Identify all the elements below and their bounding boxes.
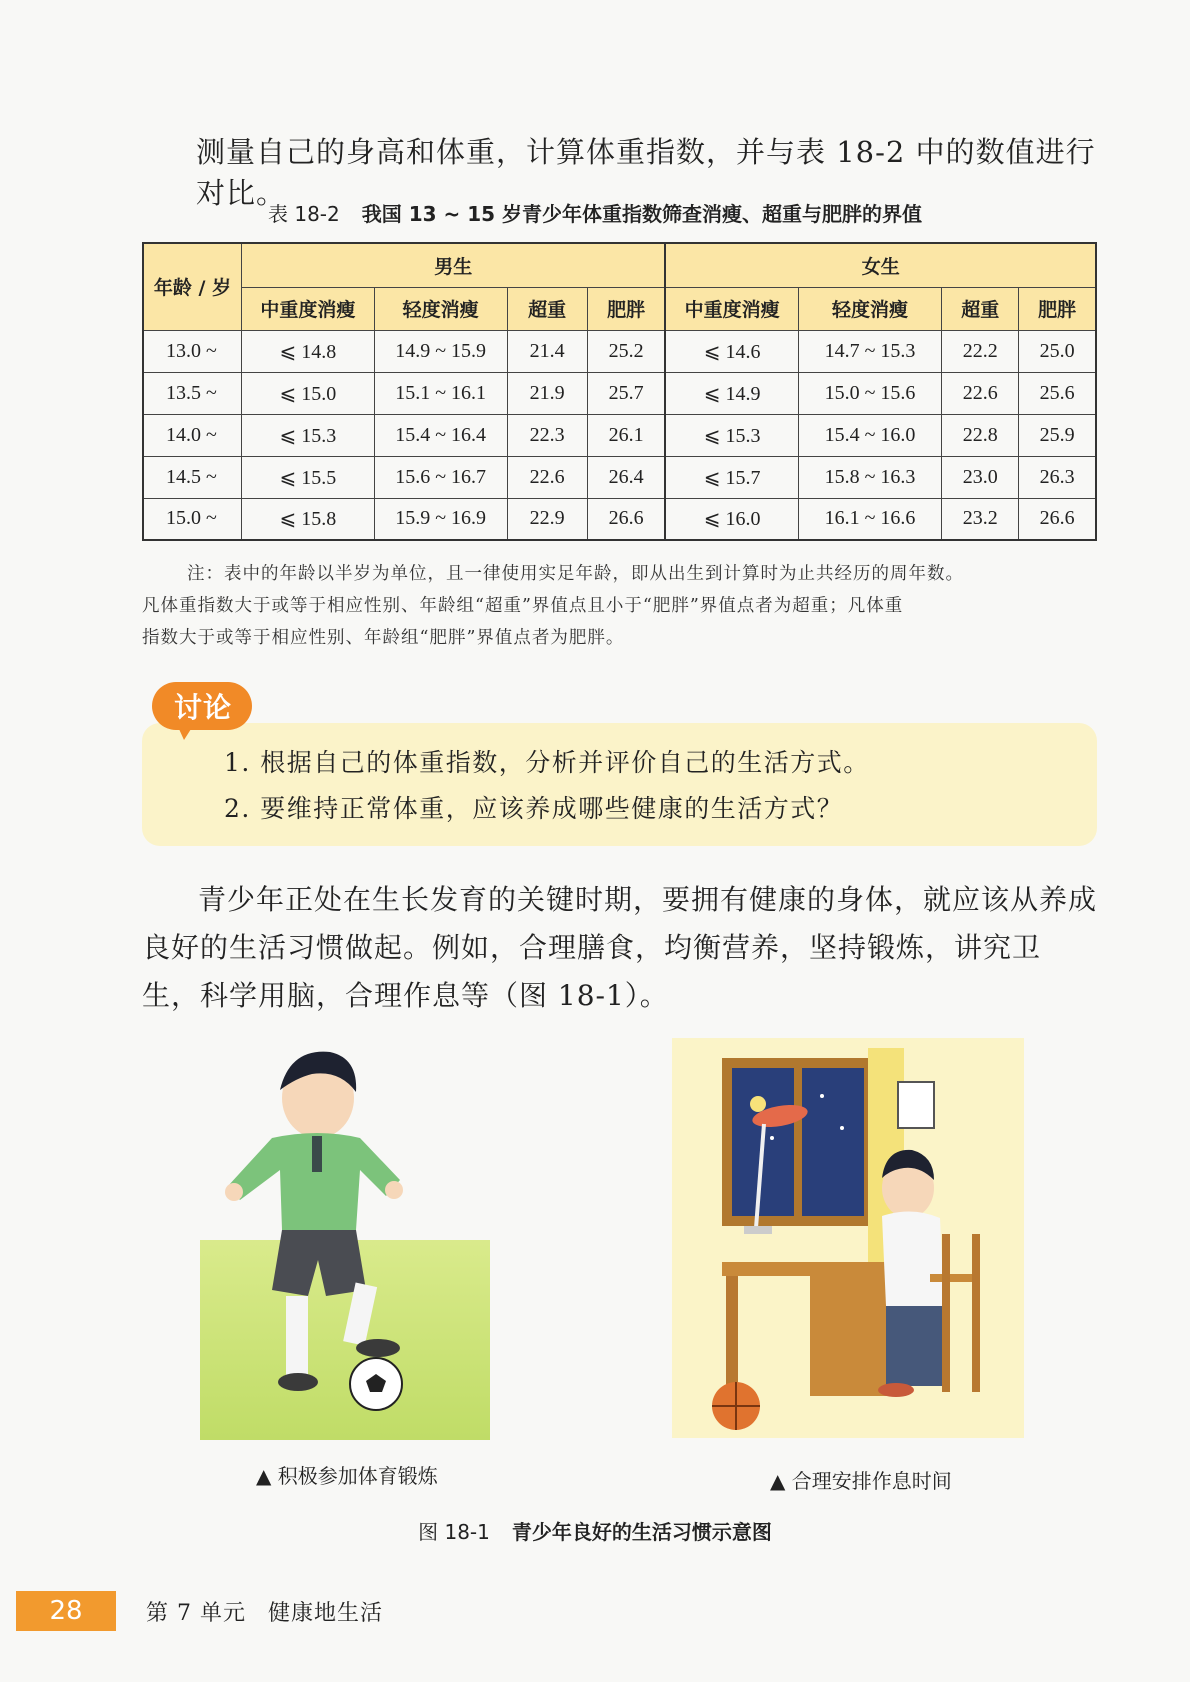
- table-cell: 21.9: [507, 372, 587, 414]
- table-cell: 15.8 ~ 16.3: [798, 456, 941, 498]
- footer-unit: [146, 1596, 383, 1627]
- table-cell: 15.0 ~ 15.6: [798, 372, 941, 414]
- note-line: 注：表中的年龄以半岁为单位，且一律使用实足年龄，即从出生到计算时为止共经历的周年数。: [187, 564, 964, 584]
- table-cell: 21.4: [507, 330, 587, 372]
- figure-title: [0, 1516, 1190, 1545]
- age-cell: 13.0 ~: [143, 330, 242, 372]
- male-subheader: 超重: [507, 287, 587, 330]
- table-caption: [0, 198, 1190, 227]
- male-subheader: 肥胖: [587, 287, 665, 330]
- table-cell: 26.4: [587, 456, 665, 498]
- table-cell: 15.9 ~ 16.9: [374, 498, 507, 540]
- table-row: [143, 456, 1096, 498]
- table-cell: ⩽ 15.5: [242, 456, 375, 498]
- table-cell: 22.3: [507, 414, 587, 456]
- female-subheader: 超重: [942, 287, 1019, 330]
- discussion-badge: [152, 678, 260, 740]
- figure-title-number: 图 18-1: [418, 1520, 490, 1544]
- table-caption-text: 我国 13 ~ 15 岁青少年体重指数筛查消瘦、超重与肥胖的界值: [361, 202, 923, 226]
- right-figure-caption: ▲ 合理安排作息时间: [770, 1469, 952, 1493]
- table-cell: 25.7: [587, 372, 665, 414]
- table-cell: 25.9: [1019, 414, 1096, 456]
- table-cell: ⩽ 15.3: [665, 414, 798, 456]
- table-cell: 15.4 ~ 16.0: [798, 414, 941, 456]
- table-cell: ⩽ 15.7: [665, 456, 798, 498]
- body-paragraph: 青少年正处在生长发育的关键时期，要拥有健康的身体，就应该从养成良好的生活习惯做起。例如，合理膳食，均衡营养，坚持锻炼，讲究卫生，科学用脑，合理作息等（图 18-1）。: [142, 883, 1098, 1012]
- soccer-boy-illustration: [200, 1040, 490, 1440]
- table-cell: 15.1 ~ 16.1: [374, 372, 507, 414]
- female-header: 女生: [665, 243, 1096, 287]
- table-cell: ⩽ 15.0: [242, 372, 375, 414]
- table-cell: 22.8: [942, 414, 1019, 456]
- table-row: [143, 330, 1096, 372]
- table-row: [143, 372, 1096, 414]
- unit-number: 第 7 单元: [146, 1601, 246, 1626]
- age-cell: 14.5 ~: [143, 456, 242, 498]
- table-cell: 22.9: [507, 498, 587, 540]
- table-row: [143, 498, 1096, 540]
- female-subheader: 肥胖: [1019, 287, 1096, 330]
- male-subheader: 轻度消瘦: [374, 287, 507, 330]
- table-cell: ⩽ 15.3: [242, 414, 375, 456]
- table-cell: 26.1: [587, 414, 665, 456]
- table-caption-number: 表 18-2: [267, 202, 340, 226]
- table-cell: 26.3: [1019, 456, 1096, 498]
- discussion-label: 讨论: [173, 691, 232, 724]
- note-line: 指数大于或等于相应性别、年龄组“肥胖”界值点者为肥胖。: [142, 628, 625, 648]
- table-cell: 25.2: [587, 330, 665, 372]
- table-cell: 25.0: [1019, 330, 1096, 372]
- table-cell: ⩽ 14.8: [242, 330, 375, 372]
- discussion-question: 2. 要维持正常体重，应该养成哪些健康的生活方式？: [224, 794, 844, 823]
- age-cell: 14.0 ~: [143, 414, 242, 456]
- table-cell: 15.6 ~ 16.7: [374, 456, 507, 498]
- table-cell: 14.9 ~ 15.9: [374, 330, 507, 372]
- table-note: [142, 558, 1097, 654]
- age-cell: 15.0 ~: [143, 498, 242, 540]
- table-cell: ⩽ 15.8: [242, 498, 375, 540]
- table-cell: 25.6: [1019, 372, 1096, 414]
- table-cell: 22.2: [942, 330, 1019, 372]
- male-subheader: 中重度消瘦: [242, 287, 375, 330]
- discussion-box: [142, 723, 1097, 846]
- intro-text: 测量自己的身高和体重，计算体重指数，并与表 18-2 中的数值进行对比。: [196, 135, 1096, 210]
- figure-title-text: 青少年良好的生活习惯示意图: [511, 1520, 772, 1544]
- table-cell: 15.4 ~ 16.4: [374, 414, 507, 456]
- page-number: 28: [16, 1591, 116, 1631]
- table-cell: ⩽ 16.0: [665, 498, 798, 540]
- table-cell: 14.7 ~ 15.3: [798, 330, 941, 372]
- unit-title: 健康地生活: [267, 1601, 383, 1626]
- female-subheader: 轻度消瘦: [798, 287, 941, 330]
- table-cell: 26.6: [1019, 498, 1096, 540]
- table-cell: ⩽ 14.6: [665, 330, 798, 372]
- table-row: [143, 414, 1096, 456]
- table-cell: 23.0: [942, 456, 1019, 498]
- left-figure-caption: ▲ 积极参加体育锻炼: [256, 1464, 438, 1488]
- discussion-question: 1. 根据自己的体重指数，分析并评价自己的生活方式。: [224, 748, 870, 777]
- table-cell: 22.6: [507, 456, 587, 498]
- study-desk-illustration: [672, 1038, 1024, 1438]
- note-line: 凡体重指数大于或等于相应性别、年龄组“超重”界值点且小于“肥胖”界值点者为超重；凡体重: [142, 596, 904, 616]
- table-cell: 22.6: [942, 372, 1019, 414]
- table-cell: 26.6: [587, 498, 665, 540]
- table-cell: 16.1 ~ 16.6: [798, 498, 941, 540]
- table-cell: 23.2: [942, 498, 1019, 540]
- table-cell: ⩽ 14.9: [665, 372, 798, 414]
- bmi-cutoff-table: [142, 242, 1097, 541]
- age-cell: 13.5 ~: [143, 372, 242, 414]
- female-subheader: 中重度消瘦: [665, 287, 798, 330]
- male-header: 男生: [242, 243, 666, 287]
- age-header: 年龄 / 岁: [143, 243, 242, 330]
